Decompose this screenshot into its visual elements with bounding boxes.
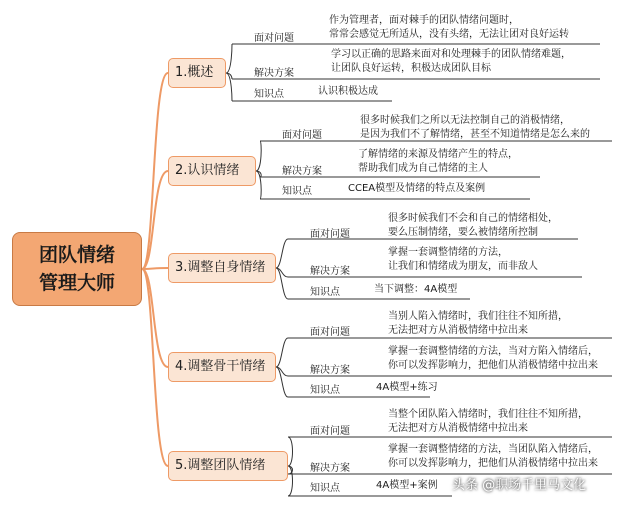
detail-line: 作为管理者，面对棘手的团队情绪问题时，: [329, 15, 519, 26]
row-label: 解决方案: [310, 463, 350, 474]
row-detail: [388, 246, 538, 274]
root-node: [12, 232, 142, 306]
row-detail: [388, 212, 558, 240]
row-connector: [288, 437, 293, 466]
root-topic-connector: [142, 171, 168, 269]
root-title-line-1: 团队情绪: [38, 244, 115, 266]
row-label: 面对问题: [310, 229, 350, 240]
detail-line: 无法把对方从消极情绪中拉出来: [388, 423, 528, 434]
row-connector: [276, 338, 288, 367]
row-label: 解决方案: [310, 266, 350, 277]
detail-line: 你可以发挥影响力，把他们从消极情绪中拉出来: [388, 360, 598, 371]
row-label: 面对问题: [310, 327, 350, 338]
detail-line: CCEA模型及情绪的特点及案例: [348, 183, 486, 194]
detail-line: 了解情绪的来源及情绪产生的特点，: [358, 149, 518, 160]
row-label: 知识点: [310, 483, 340, 494]
row-connector: [226, 44, 232, 73]
detail-line: 让我们和情绪成为朋友，而非敌人: [388, 261, 538, 272]
detail-line: 当整个团队陷入情绪时，我们往往不知所措，: [388, 409, 588, 420]
row-detail: [376, 479, 438, 493]
detail-line: 要么压制情绪，要么被情绪所控制: [388, 227, 538, 238]
detail-line: 让团队良好运转，积极达成团队目标: [331, 63, 491, 74]
watermark-text: 头条 @职场千里马文化: [452, 478, 587, 493]
detail-line: 帮助我们成为自己情绪的主人: [358, 163, 488, 174]
row-connector: [276, 239, 288, 268]
row-detail: [318, 85, 378, 99]
row-detail: [388, 443, 598, 471]
detail-line: 认识积极达成: [318, 86, 378, 97]
row-label: 解决方案: [282, 166, 322, 177]
detail-line: 很多时候我们不会和自己的情绪相处，: [388, 213, 558, 224]
row-detail: [331, 48, 571, 76]
row-label: 面对问题: [310, 426, 350, 437]
topic-node: 2.认识情绪: [168, 156, 256, 186]
detail-line: 当下调整：4A模型: [374, 284, 458, 295]
row-label: 解决方案: [310, 365, 350, 376]
row-label: 知识点: [254, 89, 284, 100]
row-connector: [288, 466, 293, 496]
detail-line: 是因为我们不了解情绪，甚至不知道情绪是怎么来的: [360, 129, 590, 140]
row-label: 面对问题: [282, 130, 322, 141]
row-label: 面对问题: [254, 33, 294, 44]
root-topic-connector: [142, 268, 168, 269]
row-detail: [388, 310, 568, 338]
row-label: 解决方案: [254, 68, 294, 79]
row-detail: [388, 408, 588, 436]
detail-line: 无法把对方从消极情绪中拉出来: [388, 325, 528, 336]
detail-line: 常常会感觉无所适从，没有头绪，无法让团对良好运转: [329, 29, 569, 40]
detail-line: 掌握一套调整情绪的方法，当对方陷入情绪后，: [388, 346, 598, 357]
detail-line: 你可以发挥影响力，把他们从消极情绪中拉出来: [388, 458, 598, 469]
row-detail: [329, 14, 569, 42]
row-detail: [360, 114, 590, 142]
row-label: 知识点: [310, 385, 340, 396]
detail-line: 掌握一套调整情绪的方法，: [388, 247, 508, 258]
detail-line: 当别人陷入情绪时，我们往往不知所措，: [388, 311, 568, 322]
root-topic-connector: [142, 269, 168, 367]
topic-node: 4.调整骨干情绪: [168, 352, 276, 382]
topic-node: 3.调整自身情绪: [168, 253, 276, 283]
detail-line: 学习以正确的思路来面对和处理棘手的团队情绪难题，: [331, 49, 571, 60]
row-detail: [376, 381, 438, 395]
root-title-line-2: 管理大师: [38, 272, 115, 294]
topic-node: 1.概述: [168, 58, 226, 88]
row-label: 知识点: [282, 186, 312, 197]
root-topic-connector: [142, 269, 168, 466]
detail-line: 4A模型+案例: [376, 480, 438, 491]
row-connector: [256, 171, 261, 199]
row-detail: [348, 182, 485, 196]
row-connector: [226, 73, 232, 101]
detail-line: 掌握一套调整情绪的方法，当团队陷入情绪后，: [388, 444, 598, 455]
row-detail: [388, 345, 598, 373]
topic-node: 5.调整团队情绪: [168, 451, 288, 481]
row-detail: [358, 148, 518, 176]
root-topic-connector: [142, 73, 168, 269]
detail-line: 4A模型+练习: [376, 382, 438, 393]
detail-line: 很多时候我们之所以无法控制自己的消极情绪，: [360, 115, 570, 126]
row-detail: [374, 283, 457, 297]
row-connector: [256, 141, 261, 171]
row-label: 知识点: [310, 287, 340, 298]
